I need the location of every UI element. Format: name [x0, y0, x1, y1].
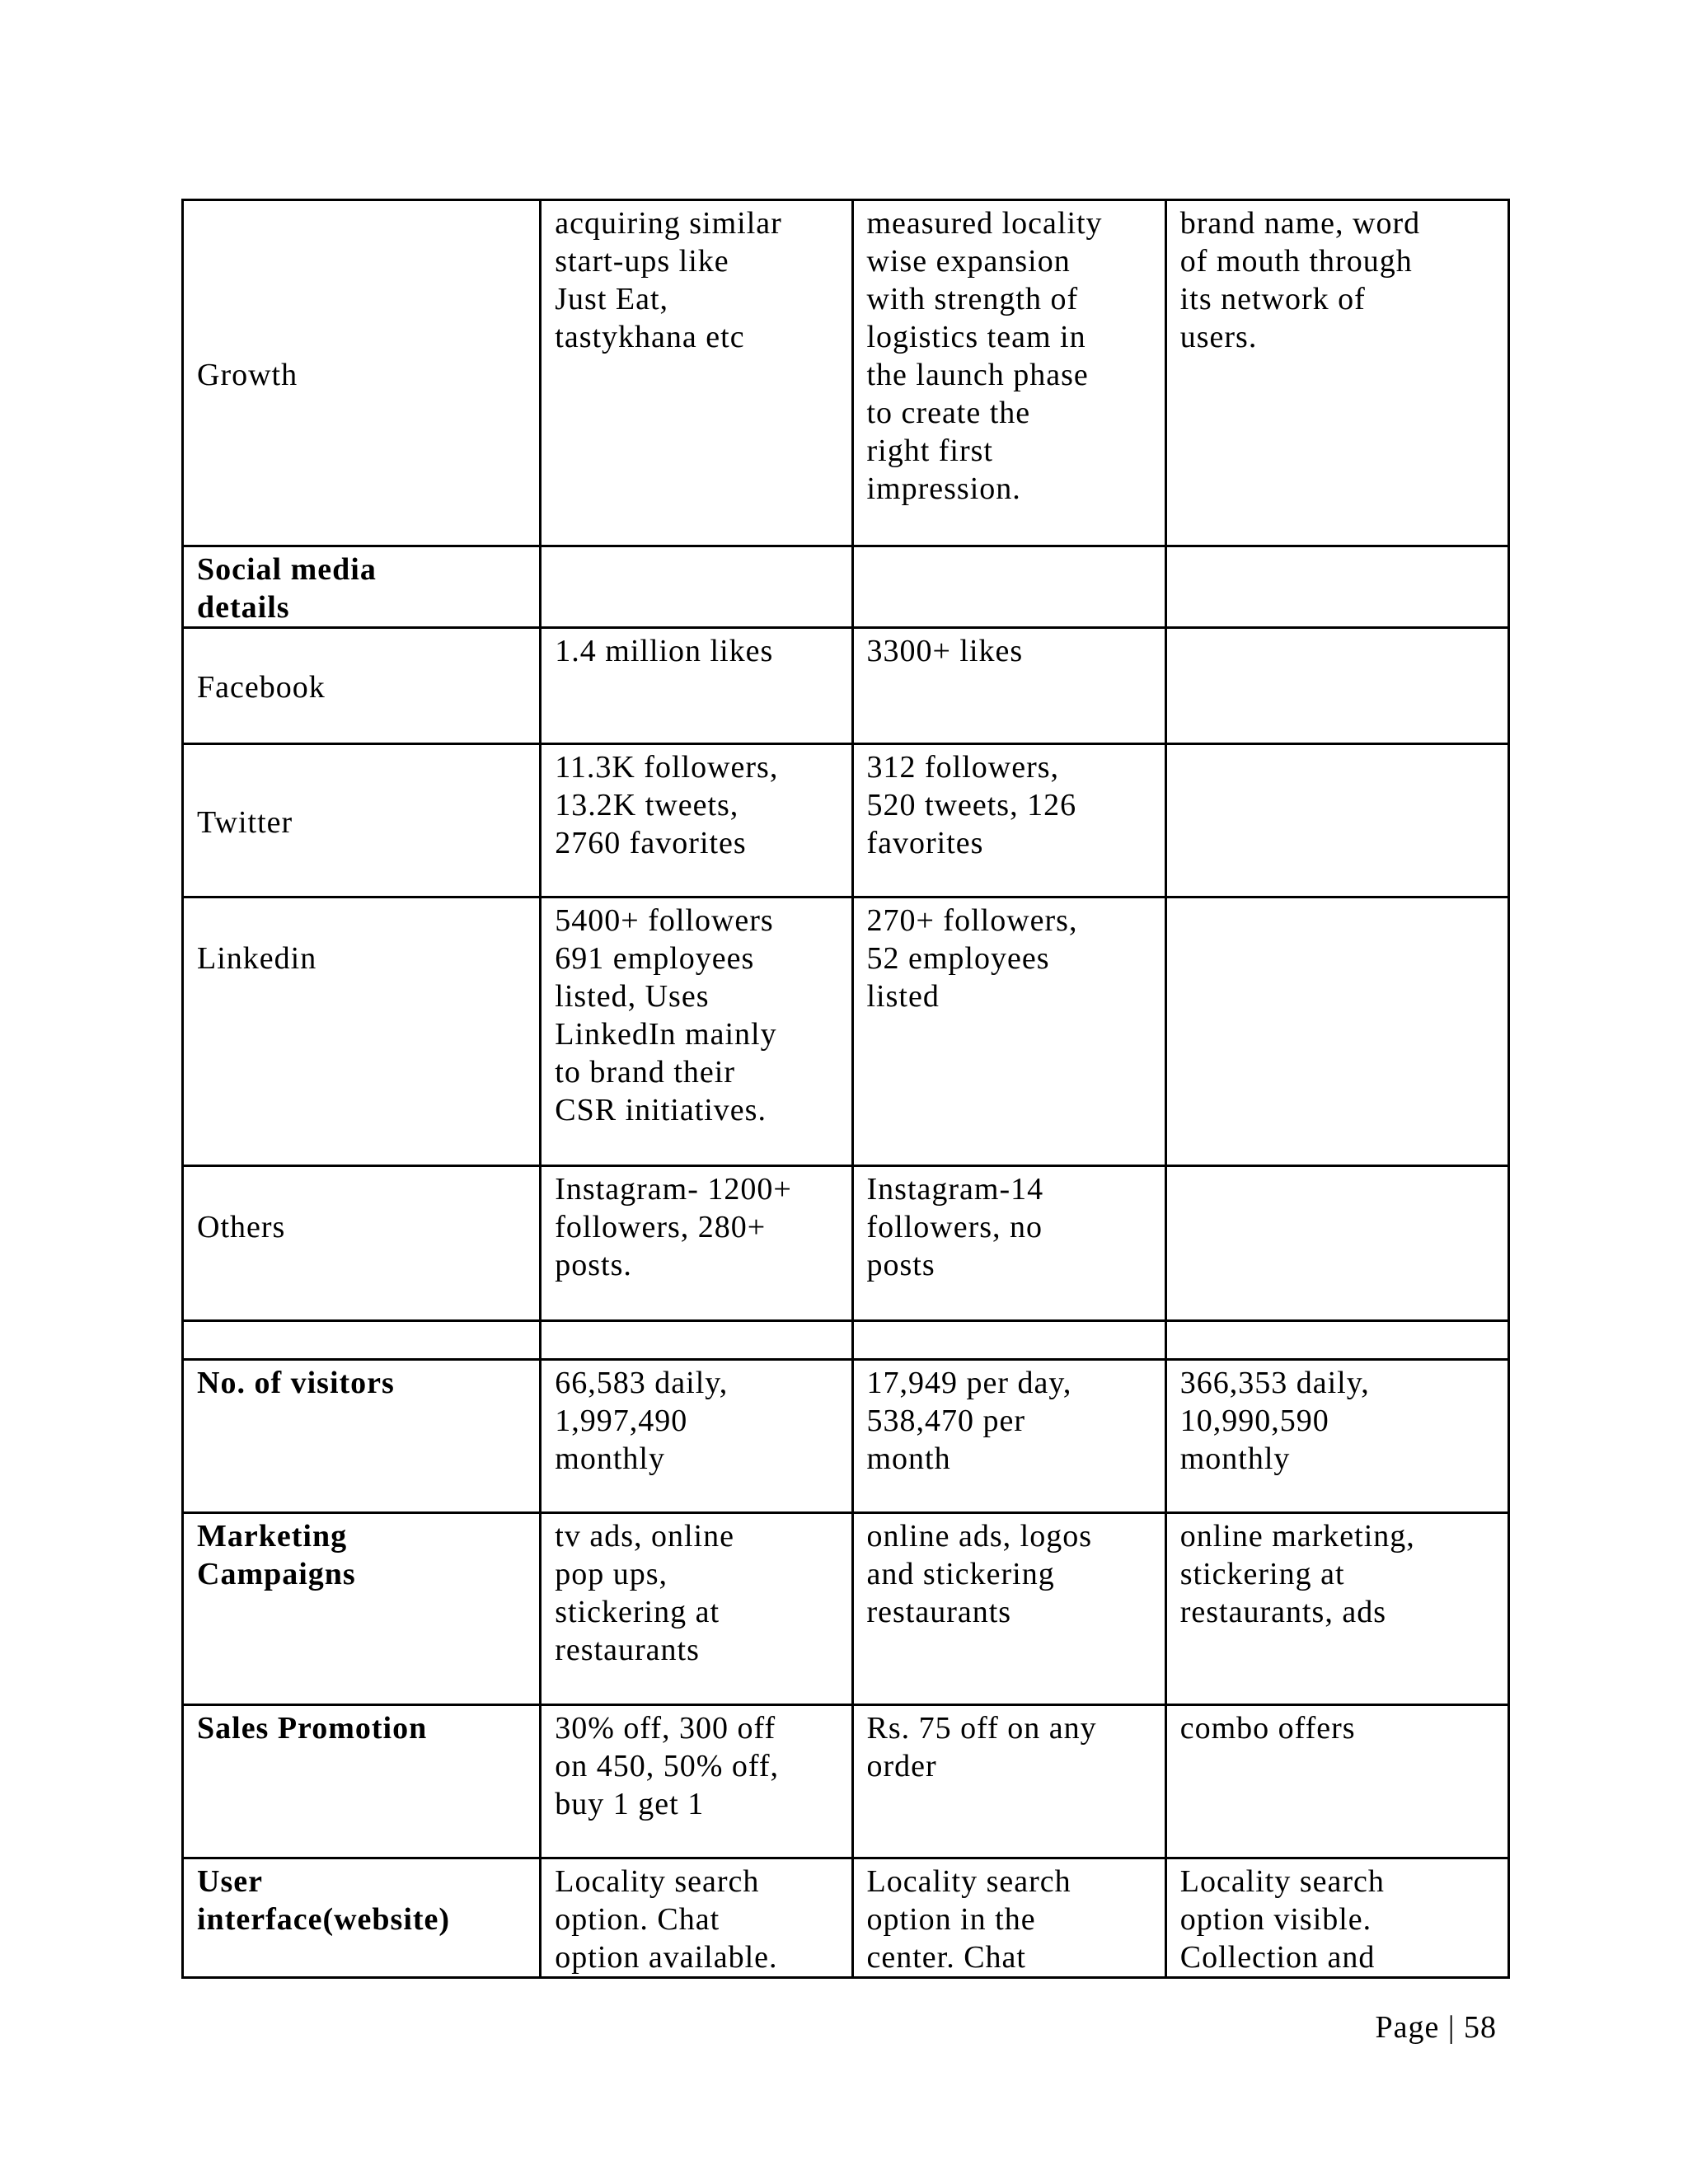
table-cell: tv ads, online pop ups, stickering at restaurants: [541, 1513, 852, 1705]
table-cell: [1165, 744, 1508, 898]
page-number: Page | 58: [1375, 2010, 1497, 2045]
table-cell: 11.3K followers, 13.2K tweets, 2760 favorites: [541, 744, 852, 898]
table-row: [183, 744, 1509, 898]
table-cell: acquiring similar start-ups like Just Eat, tastykhana etc: [541, 200, 852, 546]
row-label: Sales Promotion: [183, 1705, 541, 1858]
row-label: No. of visitors: [183, 1360, 541, 1513]
table-cell: Instagram-14 followers, no posts: [852, 1166, 1165, 1321]
table-cell: online ads, logos and stickering restaurants: [852, 1513, 1165, 1705]
table-row: [183, 628, 1509, 744]
table-cell: [1165, 1321, 1508, 1360]
table-cell: [1165, 546, 1508, 628]
table-cell: [541, 546, 852, 628]
table-cell: [1165, 1166, 1508, 1321]
table-row: [183, 1360, 1509, 1513]
table-cell: Instagram- 1200+ followers, 280+ posts.: [541, 1166, 852, 1321]
table-cell: [852, 1321, 1165, 1360]
row-label: Linkedin: [183, 898, 541, 1166]
table-cell: [852, 546, 1165, 628]
row-label: Others: [183, 1166, 541, 1321]
comparison-table: [181, 199, 1510, 1979]
table-cell: Locality search option visible. Collection and: [1165, 1858, 1508, 1978]
table-cell: brand name, word of mouth through its network of users.: [1165, 200, 1508, 546]
table-cell: 5400+ followers 691 employees listed, Uses LinkedIn mainly to brand their CSR initiatives.: [541, 898, 852, 1166]
row-label: [183, 1321, 541, 1360]
table-cell: [541, 1321, 852, 1360]
table-row: [183, 1166, 1509, 1321]
table-cell: 66,583 daily, 1,997,490 monthly: [541, 1360, 852, 1513]
row-label: User interface(website): [183, 1858, 541, 1978]
table-row: [183, 200, 1509, 546]
table-row: [183, 1513, 1509, 1705]
table-cell: 270+ followers, 52 employees listed: [852, 898, 1165, 1166]
table-row: [183, 898, 1509, 1166]
table-cell: [1165, 628, 1508, 744]
table-cell: online marketing, stickering at restaurants, ads: [1165, 1513, 1508, 1705]
row-label: Growth: [183, 200, 541, 546]
table-row: [183, 1321, 1509, 1360]
row-label: Marketing Campaigns: [183, 1513, 541, 1705]
table-cell: combo offers: [1165, 1705, 1508, 1858]
table-cell: Locality search option. Chat option available.: [541, 1858, 852, 1978]
table-cell: 366,353 daily, 10,990,590 monthly: [1165, 1360, 1508, 1513]
table-row: [183, 546, 1509, 628]
table-cell: 312 followers, 520 tweets, 126 favorites: [852, 744, 1165, 898]
table-cell: 17,949 per day, 538,470 per month: [852, 1360, 1165, 1513]
table-row: [183, 1858, 1509, 1978]
table-cell: [1165, 898, 1508, 1166]
row-label: Social media details: [183, 546, 541, 628]
table-cell: measured locality wise expansion with strength of logistics team in the launch phase to create the right first impression.: [852, 200, 1165, 546]
table-row: [183, 1705, 1509, 1858]
table-cell: 30% off, 300 off on 450, 50% off, buy 1 get 1: [541, 1705, 852, 1858]
table-cell: Rs. 75 off on any order: [852, 1705, 1165, 1858]
table-cell: 1.4 million likes: [541, 628, 852, 744]
row-label: Twitter: [183, 744, 541, 898]
table-cell: Locality search option in the center. Chat: [852, 1858, 1165, 1978]
table-cell: 3300+ likes: [852, 628, 1165, 744]
row-label: Facebook: [183, 628, 541, 744]
